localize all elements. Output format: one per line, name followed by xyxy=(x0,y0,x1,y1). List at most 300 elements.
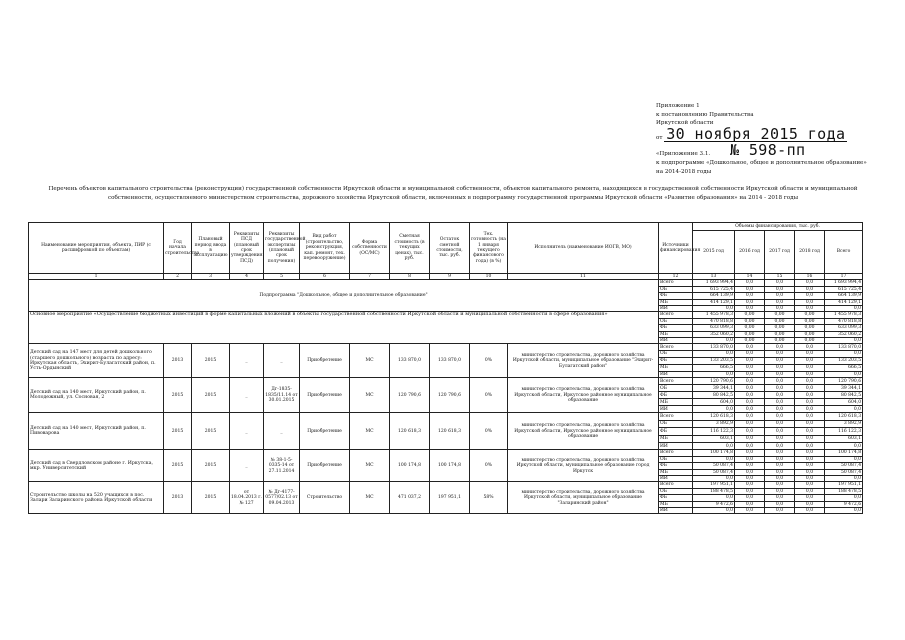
value-2016: 0,0 xyxy=(735,293,765,299)
value-2018: 0,0 xyxy=(795,420,825,427)
value-total: 120 618,3 xyxy=(825,413,863,420)
hdr-name: Наименование мероприятия, объекта, ПИР (с расшифровкой по объектам) xyxy=(29,223,164,274)
value-2018: 0,0 xyxy=(795,293,825,299)
value-2015: 120 790,6 xyxy=(693,378,735,385)
value-2018: 0,0 xyxy=(795,358,825,365)
column-number: 6 xyxy=(300,274,350,280)
value-2015: 9 472,6 xyxy=(693,501,735,507)
hdr-2018: 2018 год xyxy=(795,231,825,274)
object-name: Детский сад на 140 мест, Иркутский район, п. Молодежный, ул. Сосновая, 2 xyxy=(29,378,164,413)
funding-source: ИИ xyxy=(659,406,693,413)
value-2015: 133 203,5 xyxy=(693,358,735,365)
hdr-ready: Тех. готовность (на 1 января текущего финансового года) (в %) xyxy=(470,223,508,274)
value-2016: 0,0 xyxy=(735,351,765,358)
appendix-block xyxy=(656,102,901,176)
value-2018: 0,0 xyxy=(795,280,825,286)
plan-year: 2015 xyxy=(192,450,230,482)
value-2015: 0,0 xyxy=(693,476,735,482)
object-name: Строительство школы на 520 учащихся в пос. Залари Заларинского района Иркутской области xyxy=(29,482,164,514)
start-year: 2015 xyxy=(164,413,192,450)
object-row xyxy=(29,378,863,385)
appendix-number-line xyxy=(656,141,901,160)
value-2015: 3 892,9 xyxy=(693,420,735,427)
value-2018: 0,0 xyxy=(795,508,825,514)
psd-details: _ xyxy=(230,378,264,413)
decree-number: № 598-пп xyxy=(730,141,806,160)
value-2015: 470 818,8 xyxy=(693,318,735,324)
value-2018: 0,00 xyxy=(795,325,825,331)
work-type: Приобретение xyxy=(300,413,350,450)
funding-source: МБ xyxy=(659,399,693,406)
value-total: 664 139,9 xyxy=(825,293,863,299)
value-2018: 0,0 xyxy=(795,344,825,351)
value-2017: 0,0 xyxy=(765,299,795,305)
object-name: Детский сад в Свердловском районе г. Иркутска, мкр. Университетский xyxy=(29,450,164,482)
value-2018: 0,0 xyxy=(795,435,825,442)
value-2017: 0,0 xyxy=(765,435,795,442)
value-total: 188 478,5 xyxy=(825,488,863,494)
funding-source: ОБ xyxy=(659,385,693,392)
funding-source: ОБ xyxy=(659,286,693,292)
value-2018: 0,0 xyxy=(795,463,825,469)
expertise-details: № 38-1-5-0335-14 от 27.11.2014 xyxy=(264,450,300,482)
hdr-exec: Исполнитель (наименование ИОГВ, МО) xyxy=(508,223,659,274)
value-2017: 0,0 xyxy=(765,371,795,378)
funding-source: ФБ xyxy=(659,325,693,331)
value-total: 0,0 xyxy=(825,351,863,358)
funding-source: МБ xyxy=(659,331,693,337)
expertise-details: _ xyxy=(264,413,300,450)
column-number: 17 xyxy=(825,274,863,280)
funding-source: ОБ xyxy=(659,420,693,427)
hdr-2016: 2016 год xyxy=(735,231,765,274)
value-2017: 0,0 xyxy=(765,364,795,371)
value-2015: 0,0 xyxy=(693,443,735,450)
appendix-line6: к подпрограмме «Дошкольное, общее и дополнительное образование» xyxy=(656,159,867,166)
value-2016: 0,0 xyxy=(735,286,765,292)
value-total: 9 472,6 xyxy=(825,501,863,507)
value-2015: 100 174,8 xyxy=(693,450,735,456)
value-2016: 0,00 xyxy=(735,325,765,331)
value-2018: 0,0 xyxy=(795,413,825,420)
value-2015: 0,0 xyxy=(693,351,735,358)
work-type: Приобретение xyxy=(300,344,350,378)
ownership-form: МС xyxy=(350,378,390,413)
funding-source: ФБ xyxy=(659,495,693,501)
value-2015: 39 344,1 xyxy=(693,385,735,392)
work-type: Приобретение xyxy=(300,450,350,482)
value-total: 39 344,1 xyxy=(825,385,863,392)
estimated-cost: 133 870,0 xyxy=(390,344,430,378)
value-2015: 0,0 xyxy=(693,406,735,413)
value-total: 470 818,8 xyxy=(825,318,863,324)
object-row xyxy=(29,344,863,351)
estimated-cost: 120 790,6 xyxy=(390,378,430,413)
value-2015: 603,1 xyxy=(693,435,735,442)
value-2018: 0,0 xyxy=(795,469,825,475)
app-label: «Приложение 3.1. xyxy=(656,151,711,158)
value-2017: 0,0 xyxy=(765,428,795,435)
hdr-volume: Объемы финансирования, тыс. руб. xyxy=(693,223,863,231)
value-2017: 0,0 xyxy=(765,450,795,456)
funding-source: ОБ xyxy=(659,318,693,324)
value-total: 100 174,8 xyxy=(825,450,863,456)
psd-details: _ xyxy=(230,413,264,450)
executor: министерство строительства, дорожного хозяйства Иркутской области, Иркутское районное муниципальное образование xyxy=(508,413,659,450)
value-total: 414 129,1 xyxy=(825,299,863,305)
value-2015: 188 478,5 xyxy=(693,488,735,494)
value-total: 3 892,9 xyxy=(825,420,863,427)
value-2016: 0,0 xyxy=(735,280,765,286)
column-number: 8 xyxy=(390,274,430,280)
funding-source: МБ xyxy=(659,501,693,507)
value-2017: 0,0 xyxy=(765,280,795,286)
value-2018: 0,0 xyxy=(795,392,825,399)
value-2016: 0,0 xyxy=(735,413,765,420)
psd-details: от 18.04.2013 г. № 127 xyxy=(230,482,264,514)
value-total: 80 842,5 xyxy=(825,392,863,399)
object-row xyxy=(29,413,863,420)
column-number: 16 xyxy=(795,274,825,280)
hdr-plan: Плановый период ввода в эксплуатацию xyxy=(192,223,230,274)
value-2016: 0,0 xyxy=(735,476,765,482)
value-2016: 0,00 xyxy=(735,338,765,344)
funding-source: ФБ xyxy=(659,358,693,365)
value-2016: 0,0 xyxy=(735,435,765,442)
ownership-form: МС xyxy=(350,450,390,482)
value-2018: 0,0 xyxy=(795,476,825,482)
estimated-cost: 471 037,2 xyxy=(390,482,430,514)
value-total: 666,5 xyxy=(825,364,863,371)
value-2016: 0,0 xyxy=(735,406,765,413)
value-2015: 0,0 xyxy=(693,508,735,514)
plan-year: 2015 xyxy=(192,482,230,514)
value-2015: 0,0 xyxy=(693,338,735,344)
value-2016: 0,0 xyxy=(735,482,765,488)
value-2018: 0,0 xyxy=(795,399,825,406)
column-number: 15 xyxy=(765,274,795,280)
value-2016: 0,0 xyxy=(735,501,765,507)
work-type: Строительство xyxy=(300,482,350,514)
value-total: 604,0 xyxy=(825,399,863,406)
value-total: 0,0 xyxy=(825,338,863,344)
plan-year: 2015 xyxy=(192,378,230,413)
object-name: Детский сад на 140 мест, Иркутский район, п. Пивоварова xyxy=(29,413,164,450)
funding-source: МБ xyxy=(659,435,693,442)
value-2018: 0,0 xyxy=(795,371,825,378)
value-2016: 0,00 xyxy=(735,318,765,324)
value-2016: 0,0 xyxy=(735,469,765,475)
readiness: 0% xyxy=(470,450,508,482)
value-2015: 352 060,2 xyxy=(693,331,735,337)
expertise-details: _ xyxy=(264,344,300,378)
value-2015: 0,0 xyxy=(693,456,735,462)
hdr-rest: Остаток сметной стоимости, тыс. руб. xyxy=(430,223,470,274)
main-event-title: Основное мероприятие «Осуществление бюджетных инвестиций в форме капитальных вложений в объекты государственной собственности Иркутской области и муниципальной собственности в сфере образования» xyxy=(29,312,659,344)
funding-source: Всего xyxy=(659,312,693,318)
value-2017: 0,0 xyxy=(765,392,795,399)
value-2017: 0,0 xyxy=(765,508,795,514)
value-2018: 0,0 xyxy=(795,406,825,413)
value-2016: 0,0 xyxy=(735,463,765,469)
value-2017: 0,0 xyxy=(765,344,795,351)
value-2016: 0,0 xyxy=(735,428,765,435)
value-2015: 0,0 xyxy=(693,306,735,312)
value-2016: 0,0 xyxy=(735,508,765,514)
executor: министерство строительства, дорожного хозяйства Иркутской области, муниципальное образование город Иркутск xyxy=(508,450,659,482)
value-2015: 633 099,3 xyxy=(693,325,735,331)
value-2018: 0,0 xyxy=(795,299,825,305)
column-number: 14 xyxy=(735,274,765,280)
value-total: 1 693 994,4 xyxy=(825,280,863,286)
value-2018: 0,0 xyxy=(795,364,825,371)
value-2016: 0,0 xyxy=(735,371,765,378)
value-2018: 0,0 xyxy=(795,443,825,450)
value-total: 0,0 xyxy=(825,495,863,501)
value-2015: 80 842,5 xyxy=(693,392,735,399)
value-2017: 0,0 xyxy=(765,463,795,469)
funding-source: Всего xyxy=(659,344,693,351)
value-2015: 120 618,3 xyxy=(693,413,735,420)
estimated-cost: 100 174,8 xyxy=(390,450,430,482)
hdr-2015: 2015 год xyxy=(693,231,735,274)
psd-details: _ xyxy=(230,344,264,378)
column-number: 13 xyxy=(693,274,735,280)
remaining-cost: 133 870,0 xyxy=(430,344,470,378)
value-2018: 0,0 xyxy=(795,286,825,292)
value-2017: 0,0 xyxy=(765,456,795,462)
executor: министерство строительства, дорожного хозяйства Иркутской области, Иркутское районное муниципальное образование xyxy=(508,378,659,413)
value-2018: 0,0 xyxy=(795,450,825,456)
hdr-2017: 2017 год xyxy=(765,231,795,274)
value-2018: 0,0 xyxy=(795,385,825,392)
funding-source: МБ xyxy=(659,469,693,475)
value-2017: 0,0 xyxy=(765,495,795,501)
value-2015: 1 455 978,3 xyxy=(693,312,735,318)
remaining-cost: 120 618,3 xyxy=(430,413,470,450)
expertise-details: № Дг-4177-0577/02.13 от 09.04.2013 xyxy=(264,482,300,514)
psd-details: _ xyxy=(230,450,264,482)
value-total: 0,0 xyxy=(825,406,863,413)
value-2016: 0,0 xyxy=(735,385,765,392)
value-total: 0,0 xyxy=(825,476,863,482)
value-total: 50 087,4 xyxy=(825,469,863,475)
value-2016: 0,0 xyxy=(735,358,765,365)
value-total: 0,0 xyxy=(825,371,863,378)
value-2016: 0,0 xyxy=(735,443,765,450)
value-2015: 50 087,4 xyxy=(693,469,735,475)
value-2016: 0,0 xyxy=(735,420,765,427)
hdr-start: Год начала строительства xyxy=(164,223,192,274)
value-2017: 0,0 xyxy=(765,476,795,482)
value-2015: 414 129,1 xyxy=(693,299,735,305)
value-2016: 0,0 xyxy=(735,456,765,462)
value-2016: 0,0 xyxy=(735,450,765,456)
value-2018: 0,00 xyxy=(795,312,825,318)
value-2015: 666,5 xyxy=(693,364,735,371)
funding-source: ОБ xyxy=(659,456,693,462)
value-2018: 0,0 xyxy=(795,495,825,501)
column-number: 7 xyxy=(350,274,390,280)
column-number: 12 xyxy=(659,274,693,280)
value-2018: 0,0 xyxy=(795,501,825,507)
funding-source: ФБ xyxy=(659,392,693,399)
funding-source: Всего xyxy=(659,482,693,488)
value-2017: 0,0 xyxy=(765,469,795,475)
ownership-form: МС xyxy=(350,413,390,450)
appendix-line2: к постановлению Правительства xyxy=(656,111,754,118)
value-2016: 0,0 xyxy=(735,344,765,351)
work-type: Приобретение xyxy=(300,378,350,413)
value-2018: 0,00 xyxy=(795,338,825,344)
value-2018: 0,0 xyxy=(795,306,825,312)
expertise-details: Дг-1835-1835/11.14 от 30.01.2015 xyxy=(264,378,300,413)
value-2017: 0,0 xyxy=(765,351,795,358)
value-total: 133 203,5 xyxy=(825,358,863,365)
value-2017: 0,0 xyxy=(765,501,795,507)
readiness: 0% xyxy=(470,413,508,450)
funding-source: ИИ xyxy=(659,306,693,312)
value-2017: 0,0 xyxy=(765,306,795,312)
value-total: 0,0 xyxy=(825,456,863,462)
column-number: 10 xyxy=(470,274,508,280)
value-2018: 0,0 xyxy=(795,428,825,435)
value-2017: 0,0 xyxy=(765,293,795,299)
value-2015: 664 139,9 xyxy=(693,293,735,299)
appendix-line3: Иркутской области xyxy=(656,120,714,127)
value-2018: 0,0 xyxy=(795,482,825,488)
funding-source: МБ xyxy=(659,299,693,305)
funding-source: ОБ xyxy=(659,488,693,494)
funding-source: ИИ xyxy=(659,443,693,450)
value-2015: 615 725,4 xyxy=(693,286,735,292)
executor: министерство строительства, дорожного хозяйства Иркутской области, муниципальное образование "Эхирит-Булагатский район" xyxy=(508,344,659,378)
value-total: 603,1 xyxy=(825,435,863,442)
value-2017: 0,0 xyxy=(765,443,795,450)
value-2017: 0,00 xyxy=(765,331,795,337)
remaining-cost: 100 174,8 xyxy=(430,450,470,482)
funding-source: Всего xyxy=(659,280,693,286)
value-2017: 0,0 xyxy=(765,406,795,413)
value-total: 120 790,6 xyxy=(825,378,863,385)
value-2016: 0,0 xyxy=(735,399,765,406)
start-year: 2015 xyxy=(164,378,192,413)
column-number: 3 xyxy=(192,274,230,280)
value-total: 633 099,3 xyxy=(825,325,863,331)
value-total: 352 060,2 xyxy=(825,331,863,337)
plan-year: 2015 xyxy=(192,413,230,450)
start-year: 2013 xyxy=(164,482,192,514)
value-total: 0,0 xyxy=(825,306,863,312)
column-number: 9 xyxy=(430,274,470,280)
value-2018: 0,00 xyxy=(795,331,825,337)
value-2017: 0,00 xyxy=(765,312,795,318)
objects-table xyxy=(28,222,863,514)
value-2015: 0,0 xyxy=(693,495,735,501)
value-2017: 0,0 xyxy=(765,378,795,385)
value-2016: 0,0 xyxy=(735,299,765,305)
funding-source: ИИ xyxy=(659,371,693,378)
executor: министерство строительства, дорожного хозяйства Иркутской области, муниципальное образование "Заларинский район" xyxy=(508,482,659,514)
value-2016: 0,00 xyxy=(735,331,765,337)
value-total: 133 870,0 xyxy=(825,344,863,351)
value-2015: 0,0 xyxy=(693,371,735,378)
column-number: 5 xyxy=(264,274,300,280)
value-total: 0,0 xyxy=(825,508,863,514)
funding-source: ФБ xyxy=(659,463,693,469)
readiness: 0% xyxy=(470,344,508,378)
funding-source: ИИ xyxy=(659,508,693,514)
hdr-psd: Реквизиты ПСД (плановый срок утверждения ПСД) xyxy=(230,223,264,274)
value-total: 197 951,1 xyxy=(825,482,863,488)
funding-source: ИИ xyxy=(659,338,693,344)
value-2017: 0,0 xyxy=(765,420,795,427)
value-2017: 0,0 xyxy=(765,358,795,365)
hdr-cost: Сметная стоимость (в текущих ценах), тыс. руб. xyxy=(390,223,430,274)
appendix-date-line xyxy=(656,124,901,143)
column-number: 4 xyxy=(230,274,264,280)
estimated-cost: 120 618,3 xyxy=(390,413,430,450)
value-2018: 0,0 xyxy=(795,488,825,494)
funding-source: ОБ xyxy=(659,351,693,358)
value-2015: 116 122,3 xyxy=(693,428,735,435)
funding-source: ФБ xyxy=(659,293,693,299)
value-2017: 0,0 xyxy=(765,482,795,488)
value-2017: 0,00 xyxy=(765,318,795,324)
value-2018: 0,0 xyxy=(795,456,825,462)
value-2018: 0,0 xyxy=(795,378,825,385)
value-total: 50 087,4 xyxy=(825,463,863,469)
value-2015: 197 951,1 xyxy=(693,482,735,488)
decree-date: 30 ноября 2015 года xyxy=(666,124,846,143)
document-title: Перечень объектов капитального строительства (реконструкции) государственной собственности Иркутской области и муниципальной собственности, объектов капитального ремонта, находящихся в государственной собственности Иркутской области и муниципальной собственности, осуществляемого министерством строительства, дорожного хозяйства Иркутской области, включенных в подпрограмму государственной программы Иркутской области «Развитие образования» на 2014 - 2018 годы xyxy=(48,186,858,201)
hdr-form: Форма собственности (ОС/МС) xyxy=(350,223,390,274)
value-2017: 0,0 xyxy=(765,488,795,494)
funding-source: ФБ xyxy=(659,428,693,435)
value-2017: 0,0 xyxy=(765,399,795,406)
hdr-work: Вид работ (строительство, реконструкция, кап. ремонт, тех. перевооружение) xyxy=(300,223,350,274)
value-total: 116 122,3 xyxy=(825,428,863,435)
funding-source: Всего xyxy=(659,450,693,456)
appendix-line1: Приложение 1 xyxy=(656,103,700,109)
column-number: 2 xyxy=(164,274,192,280)
value-2016: 0,00 xyxy=(735,312,765,318)
value-2018: 0,00 xyxy=(795,318,825,324)
value-2016: 0,0 xyxy=(735,306,765,312)
value-2016: 0,0 xyxy=(735,378,765,385)
value-2015: 1 693 994,4 xyxy=(693,280,735,286)
ownership-form: МС xyxy=(350,344,390,378)
value-2015: 50 087,4 xyxy=(693,463,735,469)
hdr-exp: Реквизиты государственной экспертизы (плановый срок получения) xyxy=(264,223,300,274)
funding-source: Всего xyxy=(659,378,693,385)
remaining-cost: 120 790,6 xyxy=(430,378,470,413)
value-2017: 0,0 xyxy=(765,385,795,392)
hdr-src: Источники финансирования xyxy=(659,223,693,274)
remaining-cost: 197 951,1 xyxy=(430,482,470,514)
column-number: 11 xyxy=(508,274,659,280)
value-total: 0,0 xyxy=(825,443,863,450)
value-2017: 0,00 xyxy=(765,325,795,331)
value-2016: 0,0 xyxy=(735,364,765,371)
value-2016: 0,0 xyxy=(735,495,765,501)
header-row-1 xyxy=(29,223,863,231)
appendix-line7: на 2014-2018 годы xyxy=(656,168,712,175)
funding-source: МБ xyxy=(659,364,693,371)
subprogram-title: Подпрограмма "Дошкольное, общее и дополнительное образование" xyxy=(29,280,659,312)
value-2016: 0,0 xyxy=(735,488,765,494)
value-2017: 0,0 xyxy=(765,286,795,292)
